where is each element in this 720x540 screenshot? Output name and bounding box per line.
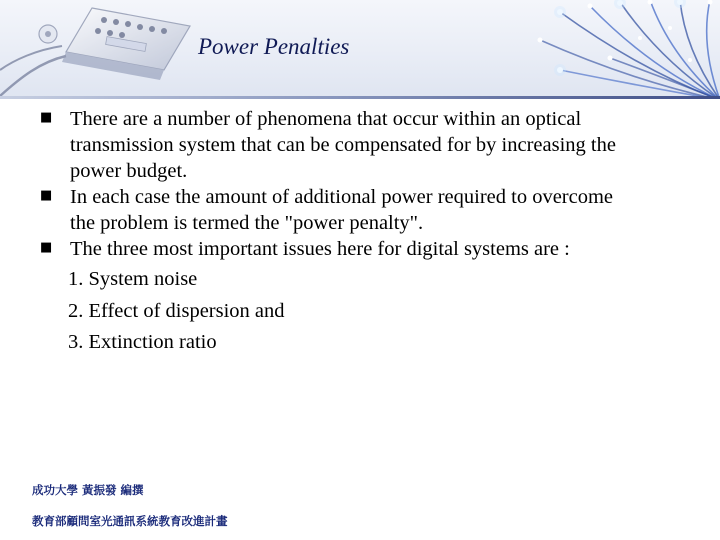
fiber-module-device-icon [0, 0, 210, 98]
slide-title: Power Penalties [198, 34, 350, 59]
bullet-text: There are a number of phenomena that occur within an optical transmission system that can be compensated for by increasing the power budget. [70, 108, 616, 182]
issues-list [38, 264, 618, 359]
bullet-item [38, 236, 618, 262]
square-bullet-icon: ■ [40, 240, 53, 255]
header-band [0, 0, 720, 98]
footer-author: 成功大學 黃振發 編撰 [32, 483, 144, 497]
bullet-item [38, 184, 618, 236]
square-bullet-icon: ■ [40, 188, 53, 203]
issue-item: 2. Effect of dispersion and [68, 299, 285, 322]
footer-program: 教育部顧問室光通訊系統教育改進計畫 [32, 514, 228, 528]
bullet-text: The three most important issues here for digital systems are : [70, 238, 570, 260]
issue-item: 1. System noise [68, 268, 198, 290]
bullet-text: In each case the amount of additional power required to overcome the problem is termed the "power penalty". [70, 186, 614, 234]
glowing-fiber-bundle-icon [520, 0, 720, 98]
square-bullet-icon: ■ [40, 110, 53, 125]
slide-body [38, 106, 618, 359]
issue-item: 3. Extinction ratio [68, 331, 217, 353]
slide-footer [32, 482, 302, 530]
bullet-item [38, 106, 618, 184]
header-divider [0, 96, 720, 99]
